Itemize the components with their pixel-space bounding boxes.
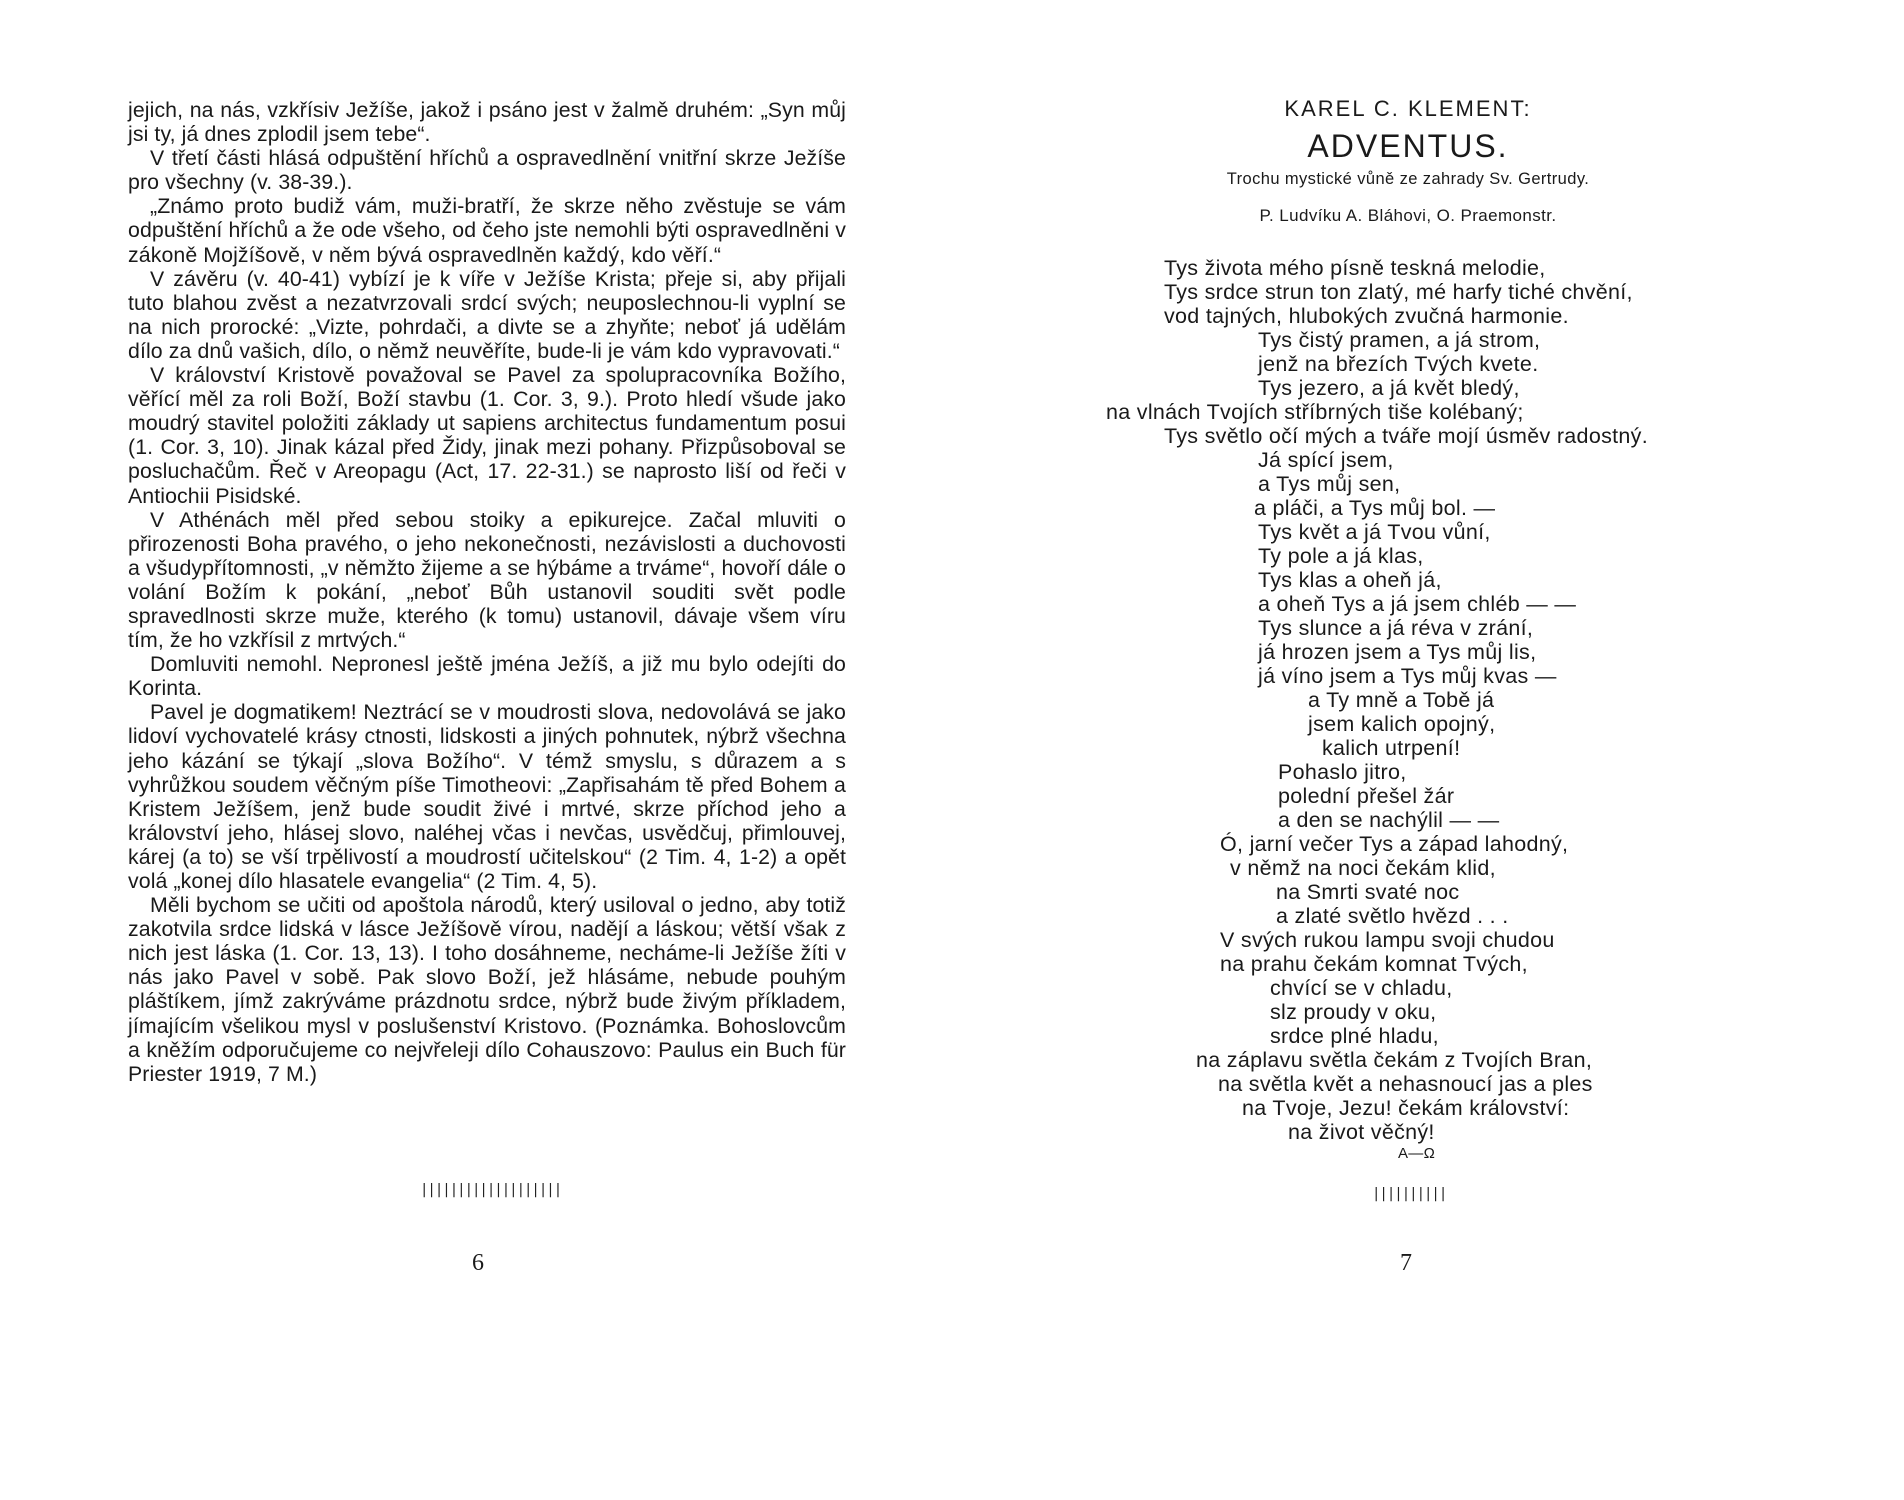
poem-line: Ty pole a já klas, [1258, 544, 1424, 568]
paragraph: V království Kristově považoval se Pavel za spolupracovníka Božího, věřící měl za roli Boží, Boží stavbu (1. Cor. 3, 9.). Proto hledí všude jako moudrý stavitel položiti základy ut sapiens architectus fundamentum posui (1. Cor. 3, 10). Jinak kázal před Židy, jinak mezi pohany. Přizpůsoboval se posluchačům. Řeč v Areopagu (Act, 17. 22-31.) se naprosto liší od řeči v Antiochii Pisidské. [128, 363, 846, 508]
poem-line: v němž na noci čekám klid, [1230, 856, 1496, 880]
poem-line: na světla květ a nehasnoucí jas a ples [1218, 1072, 1593, 1096]
poem-line: Tys jezero, a já květ bledý, [1258, 376, 1520, 400]
poem-line: a den se nachýlil — — [1278, 808, 1500, 832]
poem-line: Tys klas a oheň já, [1258, 568, 1442, 592]
poem-line: Tys slunce a já réva v zrání, [1258, 616, 1534, 640]
poem-line: vod tajných, hlubokých zvučná harmonie. [1164, 304, 1569, 328]
poem-line: srdce plné hladu, [1270, 1024, 1439, 1048]
poem-line: kalich utrpení! [1322, 736, 1461, 760]
page-ornament: ||||||||||||||||||| [420, 1182, 562, 1198]
paragraph: jejich, na nás, vzkřísiv Ježíše, jakož i psáno jest v žalmě druhém: „Syn můj jsi ty, já dnes zplodil jsem tebe“. [128, 98, 846, 147]
paragraph: Domluviti nemohl. Nepronesl ještě jména Ježíš, a již mu bylo odejíti do Korinta. [128, 652, 846, 701]
poem-line: Já spící jsem, [1258, 448, 1394, 472]
poem-line: chvící se v chladu, [1270, 976, 1453, 1000]
poem-line: na Smrti svaté noc [1276, 880, 1460, 904]
poem-line: jenž na březích Tvých kvete. [1258, 352, 1539, 376]
poem-line: na Tvoje, Jezu! čekám království: [1242, 1096, 1570, 1120]
paragraph: Pavel je dogmatikem! Neztrácí se v moudrosti slova, nedovolává se jako lidoví vychovatelé krásy ctnosti, lidskosti a jiných pohnutek, nýbrž všechna jeho kázání se týkají „slova Božího“. V témž smyslu, s důrazem a s vyhrůžkou soudem věčným píše Timotheovi: „Zapřisahám tě před Bohem a Kristem Ježíšem, jenž bude soudit živé i mrtvé, skrze příchod jeho a království jeho, hlásej slovo, naléhej včas i nevčas, usvědčuj, přimlouvej, kárej (a to) se vší trpělivostí a moudrostí učitelskou“ (2 Tim. 4, 1-2) a opět volá „konej dílo hlasatele evangelia“ (2 Tim. 4, 5). [128, 700, 846, 893]
poem-line: a zlaté světlo hvězd . . . [1276, 904, 1509, 928]
poem-line: já hrozen jsem a Tys můj lis, [1258, 640, 1537, 664]
page-number: 7 [1400, 1250, 1412, 1276]
paragraph: Měli bychom se učiti od apoštola národů, který usiloval o jedno, aby totiž zakotvila srdce lidská v lásce Ježíšově vírou, nadějí a láskou; větší však z nich jest láska (1. Cor. 13, 13). I toho dosáhneme, necháme-li Ježíše žíti v nás jako Pavel v sobě. Pak slovo Boží, jež hlásáme, nebude pouhým pláštíkem, jímž zakrýváme prázdnotu srdce, nýbrž bude živým příkladem, jímajícím všelikou mysl v poslušenství Kristovo. (Poznámka. Bohoslovcům a kněžím odporučujeme co nejvřeleji dílo Cohauszovo: Paulus ein Buch für Priester 1919, 7 M.) [128, 893, 846, 1086]
page-number: 6 [472, 1250, 484, 1276]
poem-signature: A—Ω [1398, 1145, 1436, 1162]
poem-line: Tys čistý pramen, a já strom, [1258, 328, 1541, 352]
poem-dedication: P. Ludvíku A. Bláhovi, O. Praemonstr. [1259, 206, 1557, 225]
left-page-text [128, 98, 846, 1086]
paragraph: V Athénách měl před sebou stoiky a epikurejce. Začal mluviti o přirozenosti Boha pravého, o jeho nekonečnosti, nezávislosti a duchovosti a všudypřítomnosti, „v němžto žijeme a se hýbáme a trváme“, hovoří dále o volání Božím k pokání, „neboť Bůh ustanovil souditi svět podle spravedlnosti skrze muže, kterého (k tomu) ustanovil, dávaje všem víru tím, že ho vzkřísil z mrtvých.“ [128, 507, 846, 653]
paragraph: V závěru (v. 40-41) vybízí je k víře v Ježíše Krista; přeje si, aby přijali tuto blahou zvěst a nezatvrzovali srdcí svých; neuposlechnou-li vyplní se na nich prorocké: „Vizte, pohrdači, a divte se a zhyňte; neboť já udělám dílo za dnů vašich, dílo, o němž neuvěříte, bude-li je vám kdo vypravovati.“ [128, 266, 846, 363]
poem-line: Tys srdce strun ton zlatý, mé harfy tiché chvění, [1164, 280, 1633, 304]
poem-line: a oheň Tys a já jsem chléb — — [1258, 592, 1577, 616]
poem-line: na vlnách Tvojích stříbrných tiše kolébaný; [1106, 400, 1524, 424]
poem-line: na život věčný! [1288, 1120, 1435, 1144]
page-ornament: |||||||||| [1372, 1186, 1447, 1202]
poem-line: a Ty mně a Tobě já [1308, 688, 1495, 712]
right-page [952, 0, 1904, 1500]
paragraph: V třetí části hlásá odpuštění hříchů a ospravedlnění vnitřní skrze Ježíše pro všechny (v. 38-39.). [128, 146, 846, 195]
paragraph: „Známo proto budiž vám, muži-bratří, že skrze něho zvěstuje se vám odpuštění hříchů a že ode všeho, od čeho jste nemohli býti ospravedlněni v zákoně Mojžíšově, v něm bývá ospravedlněn každý, kdo věří.“ [128, 194, 846, 267]
poem-line: V svých rukou lampu svoji chudou [1220, 928, 1555, 952]
poem-line: Tys světlo očí mých a tváře mojí úsměv radostný. [1164, 424, 1648, 448]
poem-line: Ó, jarní večer Tys a západ lahodný, [1220, 832, 1569, 856]
poem-subtitle: Trochu mystické vůně ze zahrady Sv. Gertrudy. [1226, 170, 1590, 188]
poem-title: ADVENTUS. [1307, 128, 1509, 164]
poem-line: a Tys můj sen, [1258, 472, 1401, 496]
poem-line: slz proudy v oku, [1270, 1000, 1437, 1024]
poem-line: já víno jsem a Tys můj kvas — [1258, 664, 1557, 688]
poem-line: a pláči, a Tys můj bol. — [1254, 496, 1496, 520]
poem-line: Tys květ a já Tvou vůní, [1258, 520, 1491, 544]
poem-author: KAREL C. KLEMENT: [1284, 96, 1532, 121]
poem-line: na prahu čekám komnat Tvých, [1220, 952, 1528, 976]
poem-line: jsem kalich opojný, [1308, 712, 1496, 736]
poem-line: Pohaslo jitro, [1278, 760, 1407, 784]
poem-line: na záplavu světla čekám z Tvojích Bran, [1196, 1048, 1593, 1072]
poem-line: polední přešel žár [1278, 784, 1455, 808]
poem-line: Tys života mého písně teskná melodie, [1164, 256, 1546, 280]
